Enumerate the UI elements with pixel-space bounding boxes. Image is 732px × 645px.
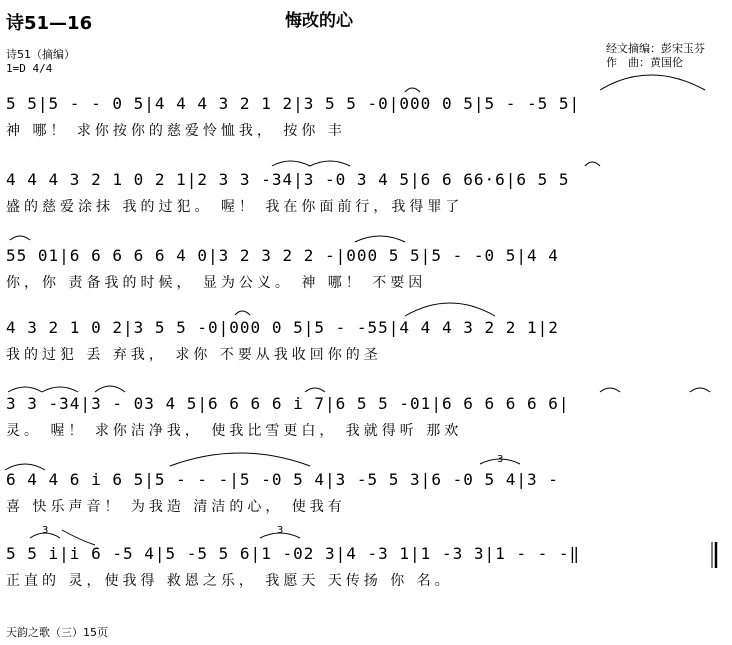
notes-line: 4 3 2 1 0 2|3 5 5 -0|000 0 5|5 - -55|4 4 4 3 2 2 1|2 bbox=[6, 318, 559, 337]
notes-line: 5 5 i|i 6 -5 4|5 -5 5 6|1 -02 3|4 -3 1|1 -3 3|1 - - -‖ bbox=[6, 544, 581, 563]
slur-mark bbox=[355, 236, 405, 242]
slur-mark bbox=[8, 387, 42, 392]
tie-mark bbox=[10, 236, 30, 240]
slur-mark bbox=[170, 453, 310, 466]
lyricist-credit: 经文摘编：彭宋玉芬 bbox=[606, 42, 705, 55]
slur-mark bbox=[5, 464, 45, 470]
notes-line: 5 5|5 - - 0 5|4 4 4 3 2 1 2|3 5 5 -0|000 0 5|5 - -5 5| bbox=[6, 94, 581, 113]
notes-line: 4 4 4 3 2 1 0 2 1|2 3 3 -34|3 -0 3 4 5|6 6 66·6|6 5 5 bbox=[6, 170, 570, 189]
notes-line: 6 4 4 6 i 6 5|5 - - -|5 -0 5 4|3 -5 5 3|6 -0 5 4|3 - bbox=[6, 470, 559, 489]
slur-mark bbox=[310, 161, 350, 166]
lyrics-line: 你，你 责备我的时候， 显为公义。 神 哪！ 不要因 bbox=[6, 275, 427, 291]
book-reference: 天韵之歌（三）15页 bbox=[6, 626, 108, 639]
tie-mark bbox=[305, 388, 325, 392]
slur-mark bbox=[95, 386, 125, 392]
triplet-mark: 3 bbox=[277, 525, 284, 536]
notes-line: 3 3 -34|3 - 03 4 5|6 6 6 6 i 7|6 5 5 -01|6 6 6 6 6 6| bbox=[6, 394, 570, 413]
lyrics-line: 我的过犯 丢 弃我， 求你 不要从我收回你的圣 bbox=[6, 347, 382, 363]
slur-mark bbox=[600, 75, 705, 90]
tie-mark bbox=[585, 162, 600, 166]
slur-mark bbox=[42, 387, 78, 392]
source-reference: 诗51（摘编） bbox=[6, 48, 75, 61]
tie-mark bbox=[235, 311, 250, 315]
tie-mark bbox=[690, 388, 710, 392]
lyrics-line: 喜 快乐声音！ 为我造 清洁的心， 使我有 bbox=[6, 499, 346, 515]
lyrics-line: 盛的慈爱涂抹 我的过犯。 喔！ 我在你面前行，我得罪了 bbox=[6, 199, 464, 215]
song-number: 诗51—16 bbox=[6, 13, 93, 34]
song-title: 悔改的心 bbox=[285, 11, 353, 31]
lyrics-line: 神 哪！ 求你按你的慈爱怜恤我， 按你 丰 bbox=[6, 123, 346, 139]
triplet-mark: 3 bbox=[42, 525, 49, 536]
slur-mark bbox=[272, 161, 310, 166]
tie-mark bbox=[405, 88, 420, 92]
lyrics-line: 灵。 喔！ 求你洁净我， 使我比雪更白， 我就得听 那欢 bbox=[6, 423, 463, 439]
lyrics-line: 正直的 灵，使我得 救恩之乐， 我愿天 天传扬 你 名。 bbox=[6, 573, 453, 589]
triplet-mark: 3 bbox=[497, 454, 504, 465]
composer-credit: 作 曲：黄国伦 bbox=[606, 56, 683, 69]
slur-mark bbox=[62, 530, 95, 545]
slur-mark bbox=[405, 303, 495, 316]
notes-line: 55 01|6 6 6 6 6 4 0|3 2 3 2 2 -|000 5 5|5 - -0 5|4 4 bbox=[6, 246, 559, 265]
key-signature: 1=D 4/4 bbox=[6, 62, 53, 75]
tie-mark bbox=[600, 388, 620, 392]
